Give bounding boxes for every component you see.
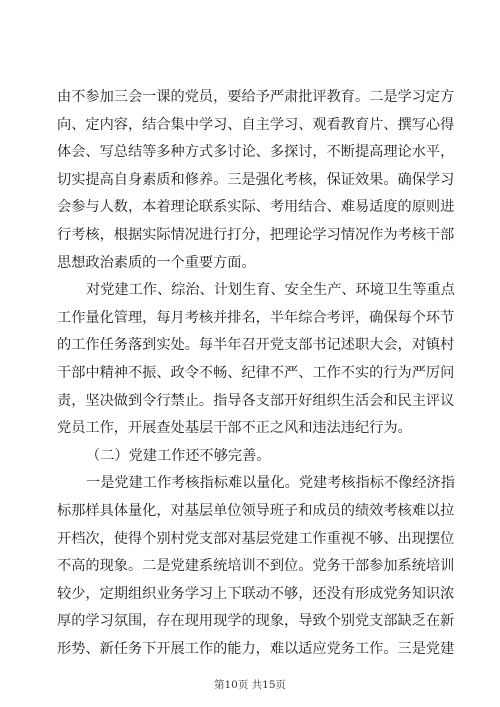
text-line: 形势、新任务下开展工作的能力，难以适应党务工作。三是党建 (57, 640, 455, 657)
text-line: 切实提高自身素质和修养。三是强化考核，保证效果。确保学习 (57, 171, 455, 188)
text-line: 由不参加三会一课的党员，要给予严肃批评教育。二是学习定方 (57, 89, 455, 105)
text-line: 会参与人数，本着理论联系实际、考用结合、难易适度的原则进 (57, 199, 455, 216)
paragraph-first-line: 一是党建工作考核指标难以量化。党建考核指标不像经济指 (86, 475, 455, 492)
text-line: 党员工作，开展查处基层干部不正之风和违法违纪行为。 (57, 420, 412, 437)
text-line: 工作量化管理，每月考核并排名，半年综合考评，确保每个环节 (57, 309, 455, 326)
text-line: 干部中精神不振、政令不畅、纪律不严、工作不实的行为严厉问 (57, 364, 455, 381)
text-line: 开档次，使得个别村党支部对基层党建工作重视不够、出现摆位 (57, 530, 455, 547)
text-line: 标那样具体量化，对基层单位领导班子和成员的绩效考核难以拉 (57, 502, 455, 519)
text-line: 行考核，根据实际情况进行打分，把理论学习情况作为考核干部 (57, 226, 455, 243)
text-line: 体会、写总结等多种方式多讨论、多探讨，不断提高理论水平， (57, 144, 455, 161)
body-text (57, 84, 455, 663)
paragraph-first-line: 对党建工作、综治、计划生育、安全生产、环境卫生等重点 (86, 282, 455, 299)
text-line: 厚的学习氛围，存在现用现学的现象，导致个别党支部缺乏在新 (57, 613, 455, 630)
text-line: 不高的现象。二是党建系统培训不到位。党务干部参加系统培训 (57, 558, 455, 575)
text-line: 较少，定期组织业务学习上下联动不够，还没有形成党务知识浓 (57, 585, 455, 602)
text-line: 的工作任务落到实处。每半年召开党支部书记述职大会，对镇村 (57, 337, 455, 354)
text-line: 向、定内容，结合集中学习、自主学习、观看教育片、撰写心得 (57, 116, 455, 133)
text-line: 责，坚决做到令行禁止。指导各支部开好组织生活会和民主评议 (57, 392, 455, 409)
text-line: 思想政治素质的一个重要方面。 (57, 254, 256, 271)
page-footer: 第10页 共15页 (213, 679, 287, 691)
section-heading: （二）党建工作还不够完善。 (86, 447, 271, 464)
